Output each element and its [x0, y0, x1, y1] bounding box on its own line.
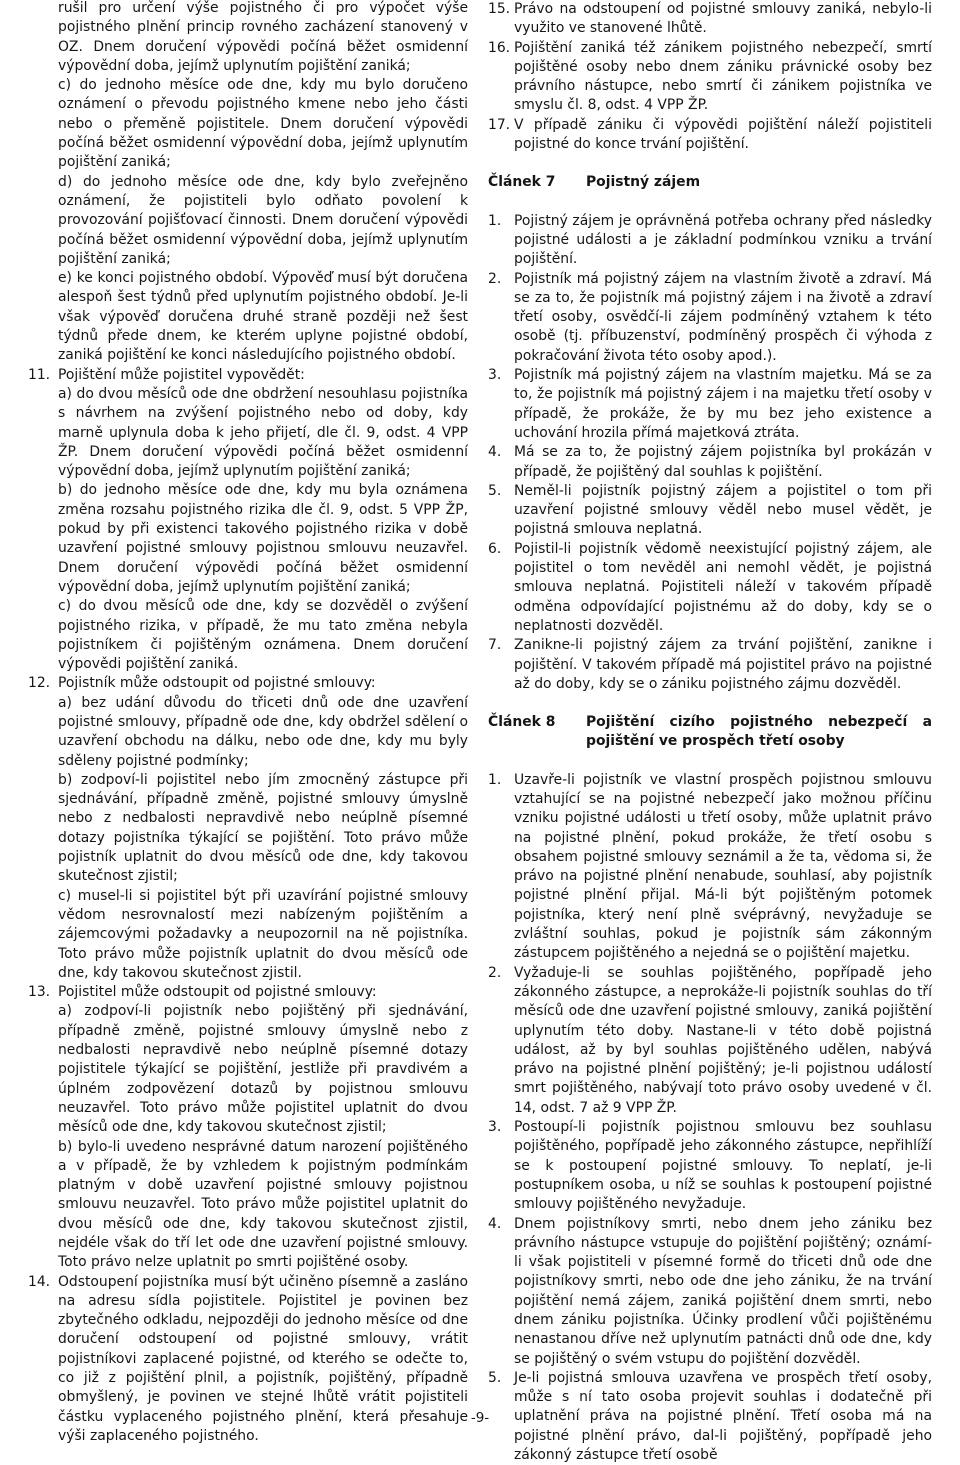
section-number: 12.	[28, 675, 51, 692]
section-text: Právo na odstoupení od pojistné smlouvy zaniká, nebylo-li využito ve stanovené lhůtě.	[514, 1, 932, 37]
section-intro: Pojistník může odstoupit od pojistné smlouvy:	[58, 675, 376, 692]
section-number: 15.	[488, 1, 511, 17]
section-intro: Pojistitel může odstoupit od pojistné smlouvy:	[58, 984, 377, 1001]
article-item	[488, 270, 932, 366]
item-text: Pojistil-li pojistník vědomě neexistující pojistný zájem, ale pojistitel o tom nevěděl ani nemohl vědět, je pojistná smlouva neplatná. Pojistiteli náleží v takovém případě odměna odpovídající pojistnému až do doby, kdy se o neplatnosti dozvěděl.	[514, 540, 932, 634]
article-item	[488, 636, 932, 694]
item-number: 5.	[488, 1369, 502, 1386]
clause-13b: b) bylo-li uvedeno nesprávné datum narození pojištěného a v případě, že by vzhledem k pojistným podmínkám platným v době uzavření pojistné smlouvy pojistnou smlouvu neuzavřel. Toto právo může pojistitel uplatnit do dvou měsíců ode dne, kdy takovou skutečnost zjistil, nejdéle však do tří let ode dne uzavření pojistné smlouvy. Toto právo nelze uplatnit po smrti pojištěné osoby.	[58, 1138, 468, 1271]
section-number: 14.	[28, 1273, 51, 1290]
page-number: -9-	[470, 1410, 490, 1426]
clause-12b: b) zodpoví-li pojistitel nebo jím zmocněný zástupce při sjednávání, případně změně, pojistné smlouvy úmyslně nebo z nedbalosti nepravdivě nebo neúplně písemné dotazy pojistníka týkající se pojištění. Toto právo může pojistník uplatnit do dvou měsíců ode dne, kdy takovou skutečnost zjistil;	[58, 771, 468, 885]
item-number: 4.	[488, 1215, 502, 1232]
article-title: Pojistný zájem	[586, 174, 701, 191]
clause-10c: c) do jednoho měsíce ode dne, kdy mu bylo doručeno oznámení o převodu pojistného kmene nebo jeho části nebo o přeměně pojistitele. Dnem doručení výpovědi počíná běžet osmidenní výpovědní doba, jejímž uplynutím pojištění zaniká;	[58, 77, 468, 171]
clause-13a: a) zodpoví-li pojistník nebo pojištěný při sjednávání, případně změně, pojistné smlouvy úmyslně nebo z nedbalosti nepravdivě nebo neúplně písemné dotazy pojistitele týkající se pojištění, jestliže při pravdivém a úplném zodpovězení dotazů by pojistnou smlouvu neuzavřel. Toto právo může pojistitel uplatnit do dvou měsíců ode dne, kdy takovou skutečnost zjistil;	[58, 1003, 468, 1136]
article-7-list	[488, 212, 932, 694]
article-item	[488, 964, 932, 1118]
clause-11b: b) do jednoho měsíce ode dne, kdy mu byla oznámena změna rozsahu pojistného rizika dle čl. 9, odst. 5 VPP ŽP, pokud by při existenci takového pojistného rizika v době uzavření pojistné smlouvy pojistnou smlouvu neuzavřel. Dnem doručení výpovědi počíná běžet osmidenní výpovědní doba, jejímž uplynutím pojištění zaniká;	[58, 482, 468, 595]
item-text: Je-li pojistná smlouva uzavřena ve prospěch třetí osoby, může s ní tato osoba projevit souhlas i dodatečně při uplatnění práva na pojistné plnění. Třetí osoba má na pojistné plnění právo, dal-li pojištěný, popřípadě jeho zákonný zástupce třetí osobě	[514, 1369, 932, 1464]
item-number: 2.	[488, 270, 502, 287]
item-number: 3.	[488, 367, 502, 384]
item-text: Pojistný zájem je oprávněná potřeba ochrany před následky pojistné události a je základní podmínkou vzniku a trvání pojištění.	[514, 212, 932, 268]
article-item	[488, 540, 932, 636]
item-number: 4.	[488, 444, 502, 461]
article-label: Článek 8	[488, 714, 556, 731]
item-number: 3.	[488, 1119, 502, 1136]
item-number: 6.	[488, 540, 502, 557]
item-number: 1.	[488, 212, 502, 229]
section-intro: Pojištění může pojistitel vypovědět:	[58, 366, 305, 383]
continued-text: rušil pro určení výše pojistného či pro výpočet výše pojistného plnění princip rovného zacházení stanovený v OZ. Dnem doručení výpovědi počíná běžet osmidenní výpovědní doba, jejímž uplynutím pojištění zaniká;	[58, 0, 468, 74]
item-text: Má se za to, že pojistný zájem pojistníka byl prokázán v případě, že pojištěný dal souhlas k pojištění.	[514, 444, 932, 480]
section-text: Pojištění zaniká též zánikem pojistného nebezpečí, smrtí pojištěné osoby nebo dnem zániku právnické osoby bez právního nástupce, nebo smrtí či zánikem pojistníka ve smyslu čl. 8, odst. 4 VPP ŽP.	[514, 39, 932, 114]
section-text: V případě zániku či výpovědi pojištění náleží pojistiteli pojistné do konce trvání pojištění.	[514, 116, 932, 153]
section-17	[488, 116, 932, 155]
section-number: 13.	[28, 984, 51, 1001]
article-7-heading	[488, 173, 932, 192]
section-13	[28, 983, 468, 1272]
section-number: 11.	[28, 366, 51, 383]
section-16	[488, 39, 932, 116]
article-8-heading	[488, 713, 932, 752]
item-text: Postoupí-li pojistník pojistnou smlouvu bez souhlasu pojištěného, popřípadě jeho zákonného zástupce, nepřihlíží se k postoupení pojistné smlouvy. To neplatí, je-li postupníkem osoba, u níž se souhlas k postoupení pojistné smlouvy pojištěného nevyžaduje.	[514, 1119, 932, 1213]
item-text: Zanikne-li pojistný zájem za trvání pojištění, zanikne i pojištění. V takovém případě má pojistitel právo na pojistné až do doby, kdy se o zániku pojistného zájmu dozvěděl.	[514, 637, 932, 692]
clause-10e: e) ke konci pojistného období. Výpověď musí být doručena alespoň šest týdnů před uplynutím pojistného období. Je-li však výpověď doručena druhé straně později než šest týdnů přede dnem, ke kterém uplyne pojistné období, zaniká pojištění ke konci následujícího pojistného období.	[58, 270, 468, 364]
item-number: 2.	[488, 964, 502, 981]
section-11	[28, 366, 468, 675]
article-item	[488, 1118, 932, 1214]
article-label: Článek 7	[488, 174, 556, 191]
article-item	[488, 212, 932, 270]
article-item	[488, 443, 932, 482]
clause-10d: d) do jednoho měsíce ode dne, kdy bylo zveřejněno oznámení, že pojistiteli bylo odňato povolení k provozování pojišťovací činnosti. Dnem doručení výpovědi počíná běžet osmidenní výpovědní doba, jejímž uplynutím pojištění zaniká;	[58, 173, 468, 267]
left-column	[28, 0, 468, 1446]
clause-12a: a) bez udání důvodu do třiceti dnů ode dne uzavření pojistné smlouvy, případně ode dne, kdy obdržel sdělení o uzavření obchodu na dálku, nebo ode dne, kdy mu byly sděleny pojistné podmínky;	[58, 694, 468, 769]
section-number: 17.	[488, 116, 511, 133]
section-12	[28, 674, 468, 983]
item-number: 7.	[488, 637, 502, 654]
right-column	[488, 0, 932, 1465]
item-text: Neměl-li pojistník pojistný zájem a pojistitel o tom při uzavření pojistné smlouvy věděl nebo musel vědět, je pojistná smlouva neplatná.	[514, 482, 932, 538]
item-text: Uzavře-li pojistník ve vlastní prospěch pojistnou smlouvu vztahující se na pojistné nebezpečí jako možnou příčinu vzniku pojistné události u třetí osoby, může uplatnit právo na pojistné plnění, pokud prokáže, že třetí osobu s obsahem pojistné smlouvy seznámil a že ta, vědoma si, že právo na pojistné plnění nenabude, souhlasí, aby pojistník pojistné plnění přijal. Má-li být pojištěným potomek pojistníka, který není plně svéprávný, nevyžaduje se zvláštní souhlas, pokud je pojistník sám zákonným zástupcem pojištěného a nejedná se o pojištění majetku.	[514, 771, 932, 962]
article-item	[488, 482, 932, 540]
article-8-list	[488, 771, 932, 1465]
item-text: Dnem pojistníkovy smrti, nebo dnem jeho zániku bez právního nástupce vstupuje do pojištění pojištěný; oznámí-li však pojistiteli v písemné formě do třiceti dnů ode dne pojistníkovy smrti, nebo ode dne jeho zániku, že na trvání pojištění nemá zájem, zaniká pojištění dnem smrti, nebo dnem zániku pojistníka. Účinky prodlení vůči pojištěnému nenastanou dříve než uplynutím patnácti dnů ode dne, kdy se pojištěný o svém vstupu do pojištění dozvěděl.	[514, 1215, 932, 1367]
clause-12c: c) musel-li si pojistitel být při uzavírání pojistné smlouvy vědom nesrovnalostí mezi nabízeným pojištěním a zájemcovými požadavky a neupozornil na ně pojistníka. Toto právo může pojistník uplatnit do dvou měsíců ode dne, kdy takovou skutečnost zjistil.	[58, 887, 468, 981]
clause-11a: a) do dvou měsíců ode dne obdržení nesouhlasu pojistníka s návrhem na zvýšení pojistného nebo od doby, kdy marně uplynula doba k jeho přijetí, dle čl. 9, odst. 4 VPP ŽP. Dnem doručení výpovědi počíná běžet osmidenní výpovědní doba, jejímž uplynutím pojištění zaniká;	[58, 385, 468, 480]
article-item	[488, 1215, 932, 1369]
article-title: Pojištění cizího pojistného nebezpečí a pojištění ve prospěch třetí osoby	[586, 714, 932, 750]
section-15	[488, 0, 932, 39]
article-item	[488, 771, 932, 964]
article-item	[488, 366, 932, 443]
item-text: Pojistník má pojistný zájem na vlastním životě a zdraví. Má se za to, že pojistník má pojistný zájem i na životě a zdraví třetí osoby, osvědčí-li zájem podmíněný vztahem k této osobě (tj. příbuzenství, podmíněný prospěch či výhoda z pokračování života této osoby apod.).	[514, 270, 932, 364]
item-text: Pojistník má pojistný zájem na vlastním majetku. Má se za to, že pojistník má pojistný zájem i na majetku třetí osoby v případě, že prokáže, že by mu bez jeho existence a uchování hrozila přímá majetková ztráta.	[514, 367, 932, 441]
item-number: 1.	[488, 771, 502, 788]
clause-11c: c) do dvou měsíců ode dne, kdy se dozvěděl o zvýšení pojistného rizika, v případě, že mu tato změna nebyla pojistníkem či pojištěným oznámena. Dnem doručení výpovědi pojištění zaniká.	[58, 598, 468, 673]
item-number: 5.	[488, 482, 502, 499]
item-text: Vyžaduje-li se souhlas pojištěného, popřípadě jeho zákonného zástupce, a neprokáže-li pojistník souhlas do tří měsíců ode dne uzavření pojistné smlouvy, zaniká pojištění uplynutím této doby. Nastane-li v této době pojistná událost, až by byl souhlas pojištěného udělen, nabývá právo na pojistné plnění pojištěný; je-li pojistnou událostí smrt pojištěného, nabývají toto právo osoby uvedené v čl. 14, odst. 7 až 9 VPP ŽP.	[514, 964, 932, 1116]
section-text: Odstoupení pojistníka musí být učiněno písemně a zasláno na adresu sídla pojistitele. Pojistitel je povinen bez zbytečného odkladu, nejpozději do jednoho měsíce od dne doručení odstoupení od pojistné smlouvy, vrátit pojistníkovi zaplacené pojistné, od kterého se odečte to, co již z pojištění plnil, a pojistník, pojištěný, případně obmyšlený, je povinen ve stejné lhůtě vrátit pojistiteli částku vyplaceného pojistného plnění, která přesahuje výši zaplaceného pojistného.	[58, 1273, 468, 1444]
section-number: 16.	[488, 39, 511, 56]
